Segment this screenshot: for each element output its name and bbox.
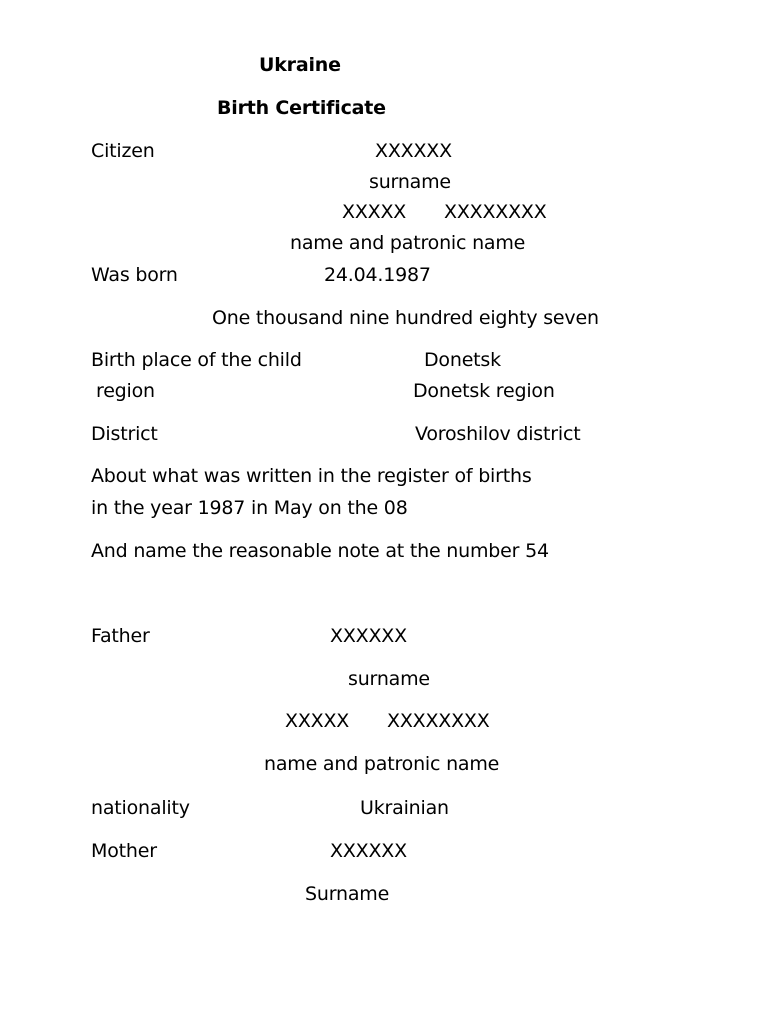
was-born-label: Was born: [91, 264, 178, 286]
document-title: Birth Certificate: [217, 97, 386, 119]
nationality-value: Ukrainian: [360, 797, 449, 819]
father-name-value: XXXXX: [285, 710, 350, 732]
father-patronymic-value: XXXXXXXX: [387, 710, 490, 732]
region-value: Donetsk region: [413, 380, 555, 402]
father-surname-value: XXXXXX: [330, 625, 407, 647]
father-name-caption: name and patronic name: [264, 753, 500, 775]
citizen-surname-value: XXXXXX: [375, 140, 452, 162]
register-line-3: And name the reasonable note at the number 54: [91, 540, 549, 562]
birth-date: 24.04.1987: [324, 264, 431, 286]
nationality-label: nationality: [91, 797, 190, 819]
district-label: District: [91, 423, 158, 445]
citizen-label: Citizen: [91, 140, 155, 162]
birth-year-words: One thousand nine hundred eighty seven: [212, 307, 599, 329]
mother-surname-caption: Surname: [305, 883, 390, 905]
birth-place-value: Donetsk: [424, 349, 501, 371]
father-surname-caption: surname: [348, 668, 430, 690]
mother-label: Mother: [91, 840, 157, 862]
father-label: Father: [91, 625, 150, 647]
mother-surname-value: XXXXXX: [330, 840, 407, 862]
register-line-1: About what was written in the register of births: [91, 465, 532, 487]
birth-place-label: Birth place of the child: [91, 349, 302, 371]
citizen-name-caption: name and patronic name: [290, 232, 526, 254]
country-heading: Ukraine: [259, 54, 341, 76]
district-value: Voroshilov district: [415, 423, 581, 445]
region-label: region: [96, 380, 155, 402]
register-line-2: in the year 1987 in May on the 08: [91, 497, 408, 519]
citizen-patronymic-value: XXXXXXXX: [444, 201, 547, 223]
citizen-surname-caption: surname: [369, 171, 451, 193]
citizen-name-value: XXXXX: [342, 201, 407, 223]
